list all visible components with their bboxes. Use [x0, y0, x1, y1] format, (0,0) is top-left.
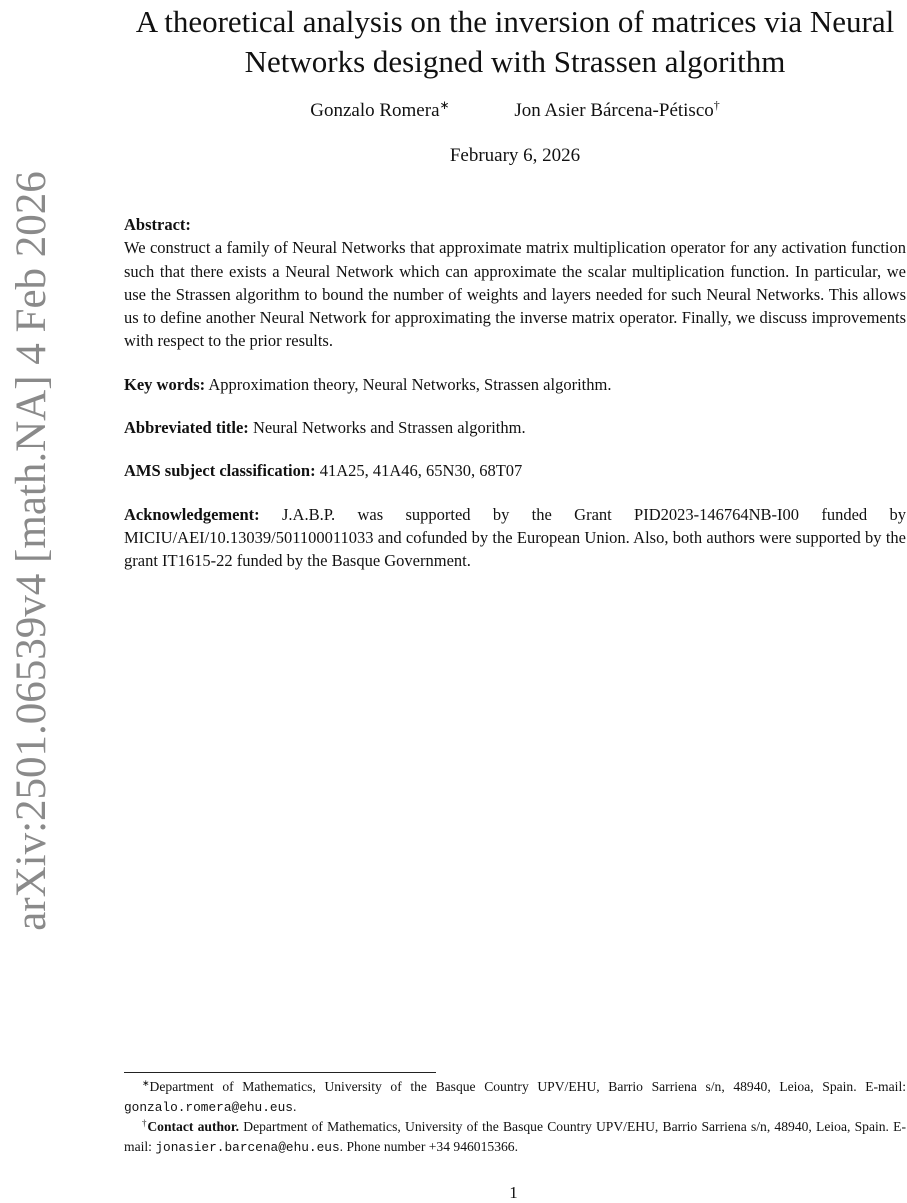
- author-name: Gonzalo Romera: [310, 100, 440, 121]
- footnote-tail: .: [292, 1098, 297, 1114]
- author-list: [110, 99, 907, 123]
- footnote-1: [124, 1077, 906, 1117]
- publication-date: February 6, 2026: [449, 145, 581, 166]
- abbreviated-title-text: Neural Networks and Strassen algorithm.: [252, 418, 526, 438]
- acknowledgement: [124, 503, 906, 573]
- author-1: [310, 99, 449, 123]
- front-matter: [124, 213, 906, 573]
- footnotes: [124, 1077, 906, 1157]
- page-number: 1: [509, 1183, 518, 1202]
- author-footnote-mark: ∗: [439, 98, 450, 112]
- abstract-text: We construct a family of Neural Networks that approximate matrix multiplication operator for any activation function such that there exists a Neural Network which can approximate the scalar multiplication function. In particular, we use the Strassen algorithm to bound the number of weights and layers needed for such Neural Networks. This allows us to define another Neural Network for approximating the inverse matrix operator. Finally, we discuss improvements with respect to the prior results.: [124, 238, 906, 351]
- footnote-separator: [124, 1072, 436, 1073]
- abbreviated-title: [124, 416, 906, 439]
- acknowledgement-text: J.A.B.P. was supported by the Grant PID2023-146764NB-I00 funded by MICIU/AEI/10.13039/501100011033 and cofunded by the European Union. Also, both authors were supported by the grant IT1615-22 funded by the Basque Government.: [124, 504, 906, 571]
- acknowledgement-label: Acknowledgement:: [124, 504, 260, 524]
- arxiv-identifier-stamp: arXiv:2501.06539v4 [math.NA] 4 Feb 2026: [8, 171, 55, 931]
- keywords-label: Key words:: [124, 374, 206, 394]
- abstract-heading: Abstract:: [124, 215, 191, 234]
- ams-codes: 41A25, 41A46, 65N30, 68T07: [319, 461, 523, 481]
- author-name: Jon Asier Bárcena-Pétisco: [514, 100, 714, 121]
- footnote-2: [124, 1117, 906, 1157]
- author-email[interactable]: jonasier.barcena@ehu.eus: [155, 1139, 340, 1155]
- ams-label: AMS subject classification:: [124, 461, 316, 481]
- abstract: [124, 213, 906, 353]
- footnote-text: Department of Mathematics, University of the Basque Country UPV/EHU, Barrio Sarriena s/n, 48940, Leioa, Spain. E-mail:: [149, 1079, 906, 1094]
- keywords-text: Approximation theory, Neural Networks, Strassen algorithm.: [208, 374, 612, 394]
- footnote-mark: ∗: [142, 1078, 150, 1088]
- author-footnote-mark: †: [713, 98, 720, 112]
- abbreviated-title-label: Abbreviated title:: [124, 418, 249, 438]
- keywords: [124, 373, 906, 396]
- footnote-mark: †: [142, 1118, 148, 1128]
- paper-title: [110, 2, 907, 82]
- contact-author-label: Contact author.: [147, 1119, 240, 1134]
- footnote-text: Department of Mathematics, University of the Basque Country UPV/EHU, Barrio Sarriena s/n, 48940, Leioa, Spain. E-mail:: [124, 1119, 907, 1154]
- footnote-tail: . Phone number +34 946015366.: [339, 1138, 518, 1154]
- title-line-2: Networks designed with Strassen algorithm: [244, 44, 786, 79]
- author-email[interactable]: gonzalo.romera@ehu.eus: [124, 1099, 293, 1115]
- author-2: [514, 99, 719, 123]
- ams-classification: [124, 459, 906, 482]
- title-line-1: A theoretical analysis on the inversion of matrices via Neural: [135, 4, 895, 39]
